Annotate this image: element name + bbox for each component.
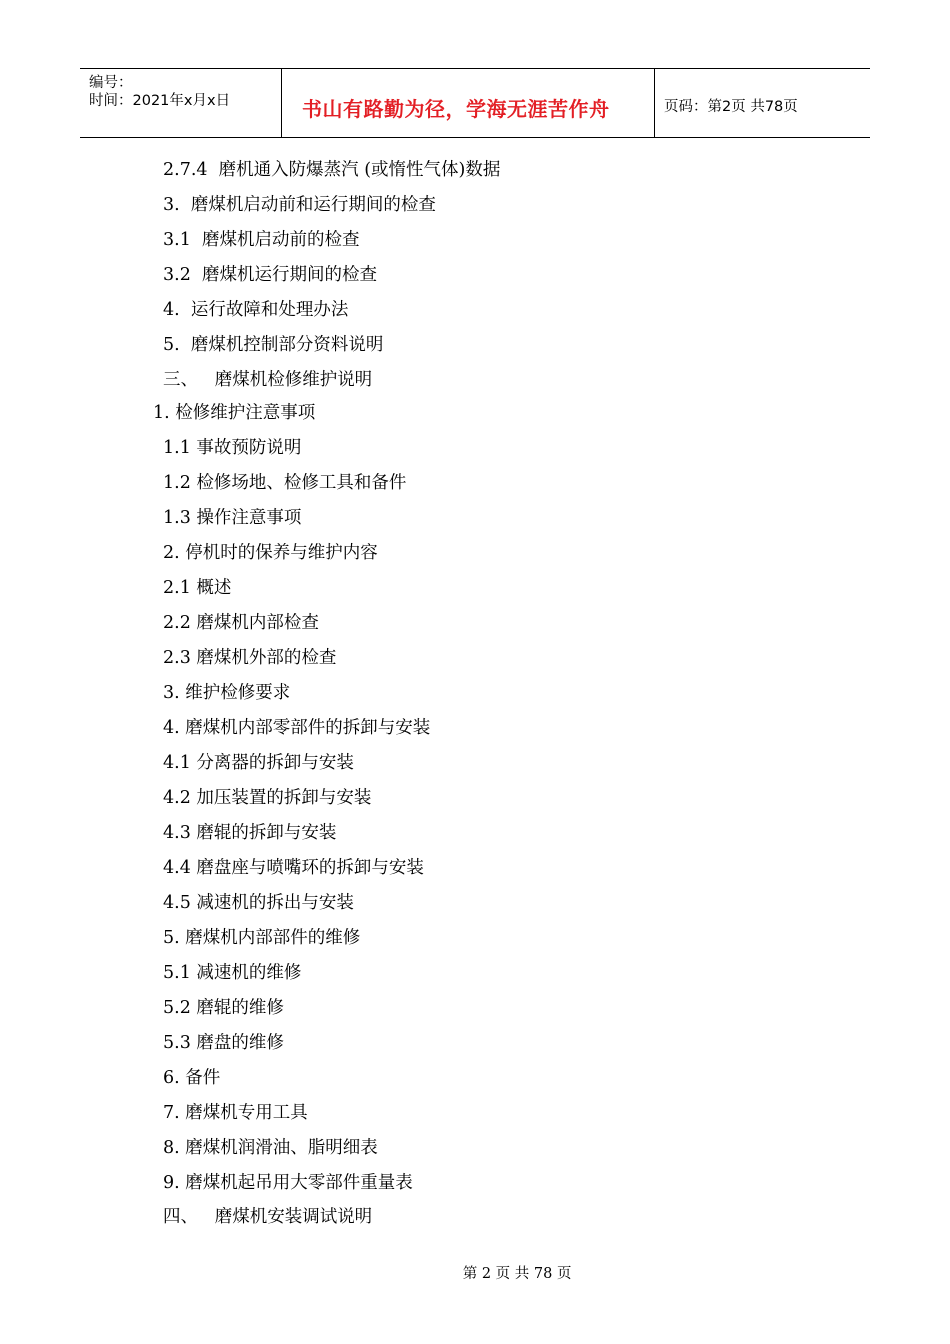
footer-page-number: 第 2 页 共 78 页 bbox=[462, 1266, 572, 1282]
toc-line: 1.2 检修场地、检修工具和备件 bbox=[163, 473, 407, 493]
toc-line: 4. 运行故障和处理办法 bbox=[163, 300, 349, 320]
toc-line: 5. 磨煤机内部部件的维修 bbox=[163, 928, 361, 948]
toc-line: 5.2 磨辊的维修 bbox=[163, 998, 284, 1018]
toc-line: 三、 磨煤机检修维护说明 bbox=[163, 370, 373, 390]
serial-number-label: 编号： bbox=[89, 75, 133, 91]
toc-line: 1.1 事故预防说明 bbox=[163, 438, 302, 458]
toc-line: 1. 检修维护注意事项 bbox=[153, 403, 316, 423]
toc-line: 4.3 磨辊的拆卸与安装 bbox=[163, 823, 337, 843]
toc-line: 2.1 概述 bbox=[163, 578, 232, 598]
toc-line: 2.3 磨煤机外部的检查 bbox=[163, 648, 337, 668]
header-page-info: 页码：第2页 共78页 bbox=[664, 99, 798, 115]
page-footer bbox=[0, 1247, 950, 1283]
toc-line: 7. 磨煤机专用工具 bbox=[163, 1103, 308, 1123]
toc-line: 4.2 加压装置的拆卸与安装 bbox=[163, 788, 372, 808]
toc-line: 5.3 磨盘的维修 bbox=[163, 1033, 284, 1053]
toc-line: 3.1 磨煤机启动前的检查 bbox=[163, 230, 360, 250]
toc-line: 5. 磨煤机控制部分资料说明 bbox=[163, 335, 384, 355]
toc-line: 4.1 分离器的拆卸与安装 bbox=[163, 753, 354, 773]
toc-line: 8. 磨煤机润滑油、脂明细表 bbox=[163, 1138, 378, 1158]
toc-line: 2.2 磨煤机内部检查 bbox=[163, 613, 319, 633]
toc-line: 3.2 磨煤机运行期间的检查 bbox=[163, 265, 377, 285]
toc-line: 1.3 操作注意事项 bbox=[163, 508, 302, 528]
date-label: 时间：2021年x月x日 bbox=[89, 93, 231, 109]
toc-line: 6. 备件 bbox=[163, 1068, 221, 1088]
header-motto: 书山有路勤为径，学海无涯苦作舟 bbox=[302, 97, 610, 121]
toc-line: 2.7.4 磨机通入防爆蒸汽 (或惰性气体)数据 bbox=[163, 160, 501, 180]
toc-line: 4.4 磨盘座与喷嘴环的拆卸与安装 bbox=[163, 858, 424, 878]
toc-line: 4.5 减速机的拆出与安装 bbox=[163, 893, 354, 913]
toc-line: 4. 磨煤机内部零部件的拆卸与安装 bbox=[163, 718, 431, 738]
toc-line: 3. 维护检修要求 bbox=[163, 683, 291, 703]
toc-line: 5.1 减速机的维修 bbox=[163, 963, 302, 983]
toc-line: 3. 磨煤机启动前和运行期间的检查 bbox=[163, 195, 436, 215]
toc-line: 四、 磨煤机安装调试说明 bbox=[163, 1207, 373, 1227]
toc-line: 2. 停机时的保养与维护内容 bbox=[163, 543, 378, 563]
toc-line: 9. 磨煤机起吊用大零部件重量表 bbox=[163, 1173, 413, 1193]
